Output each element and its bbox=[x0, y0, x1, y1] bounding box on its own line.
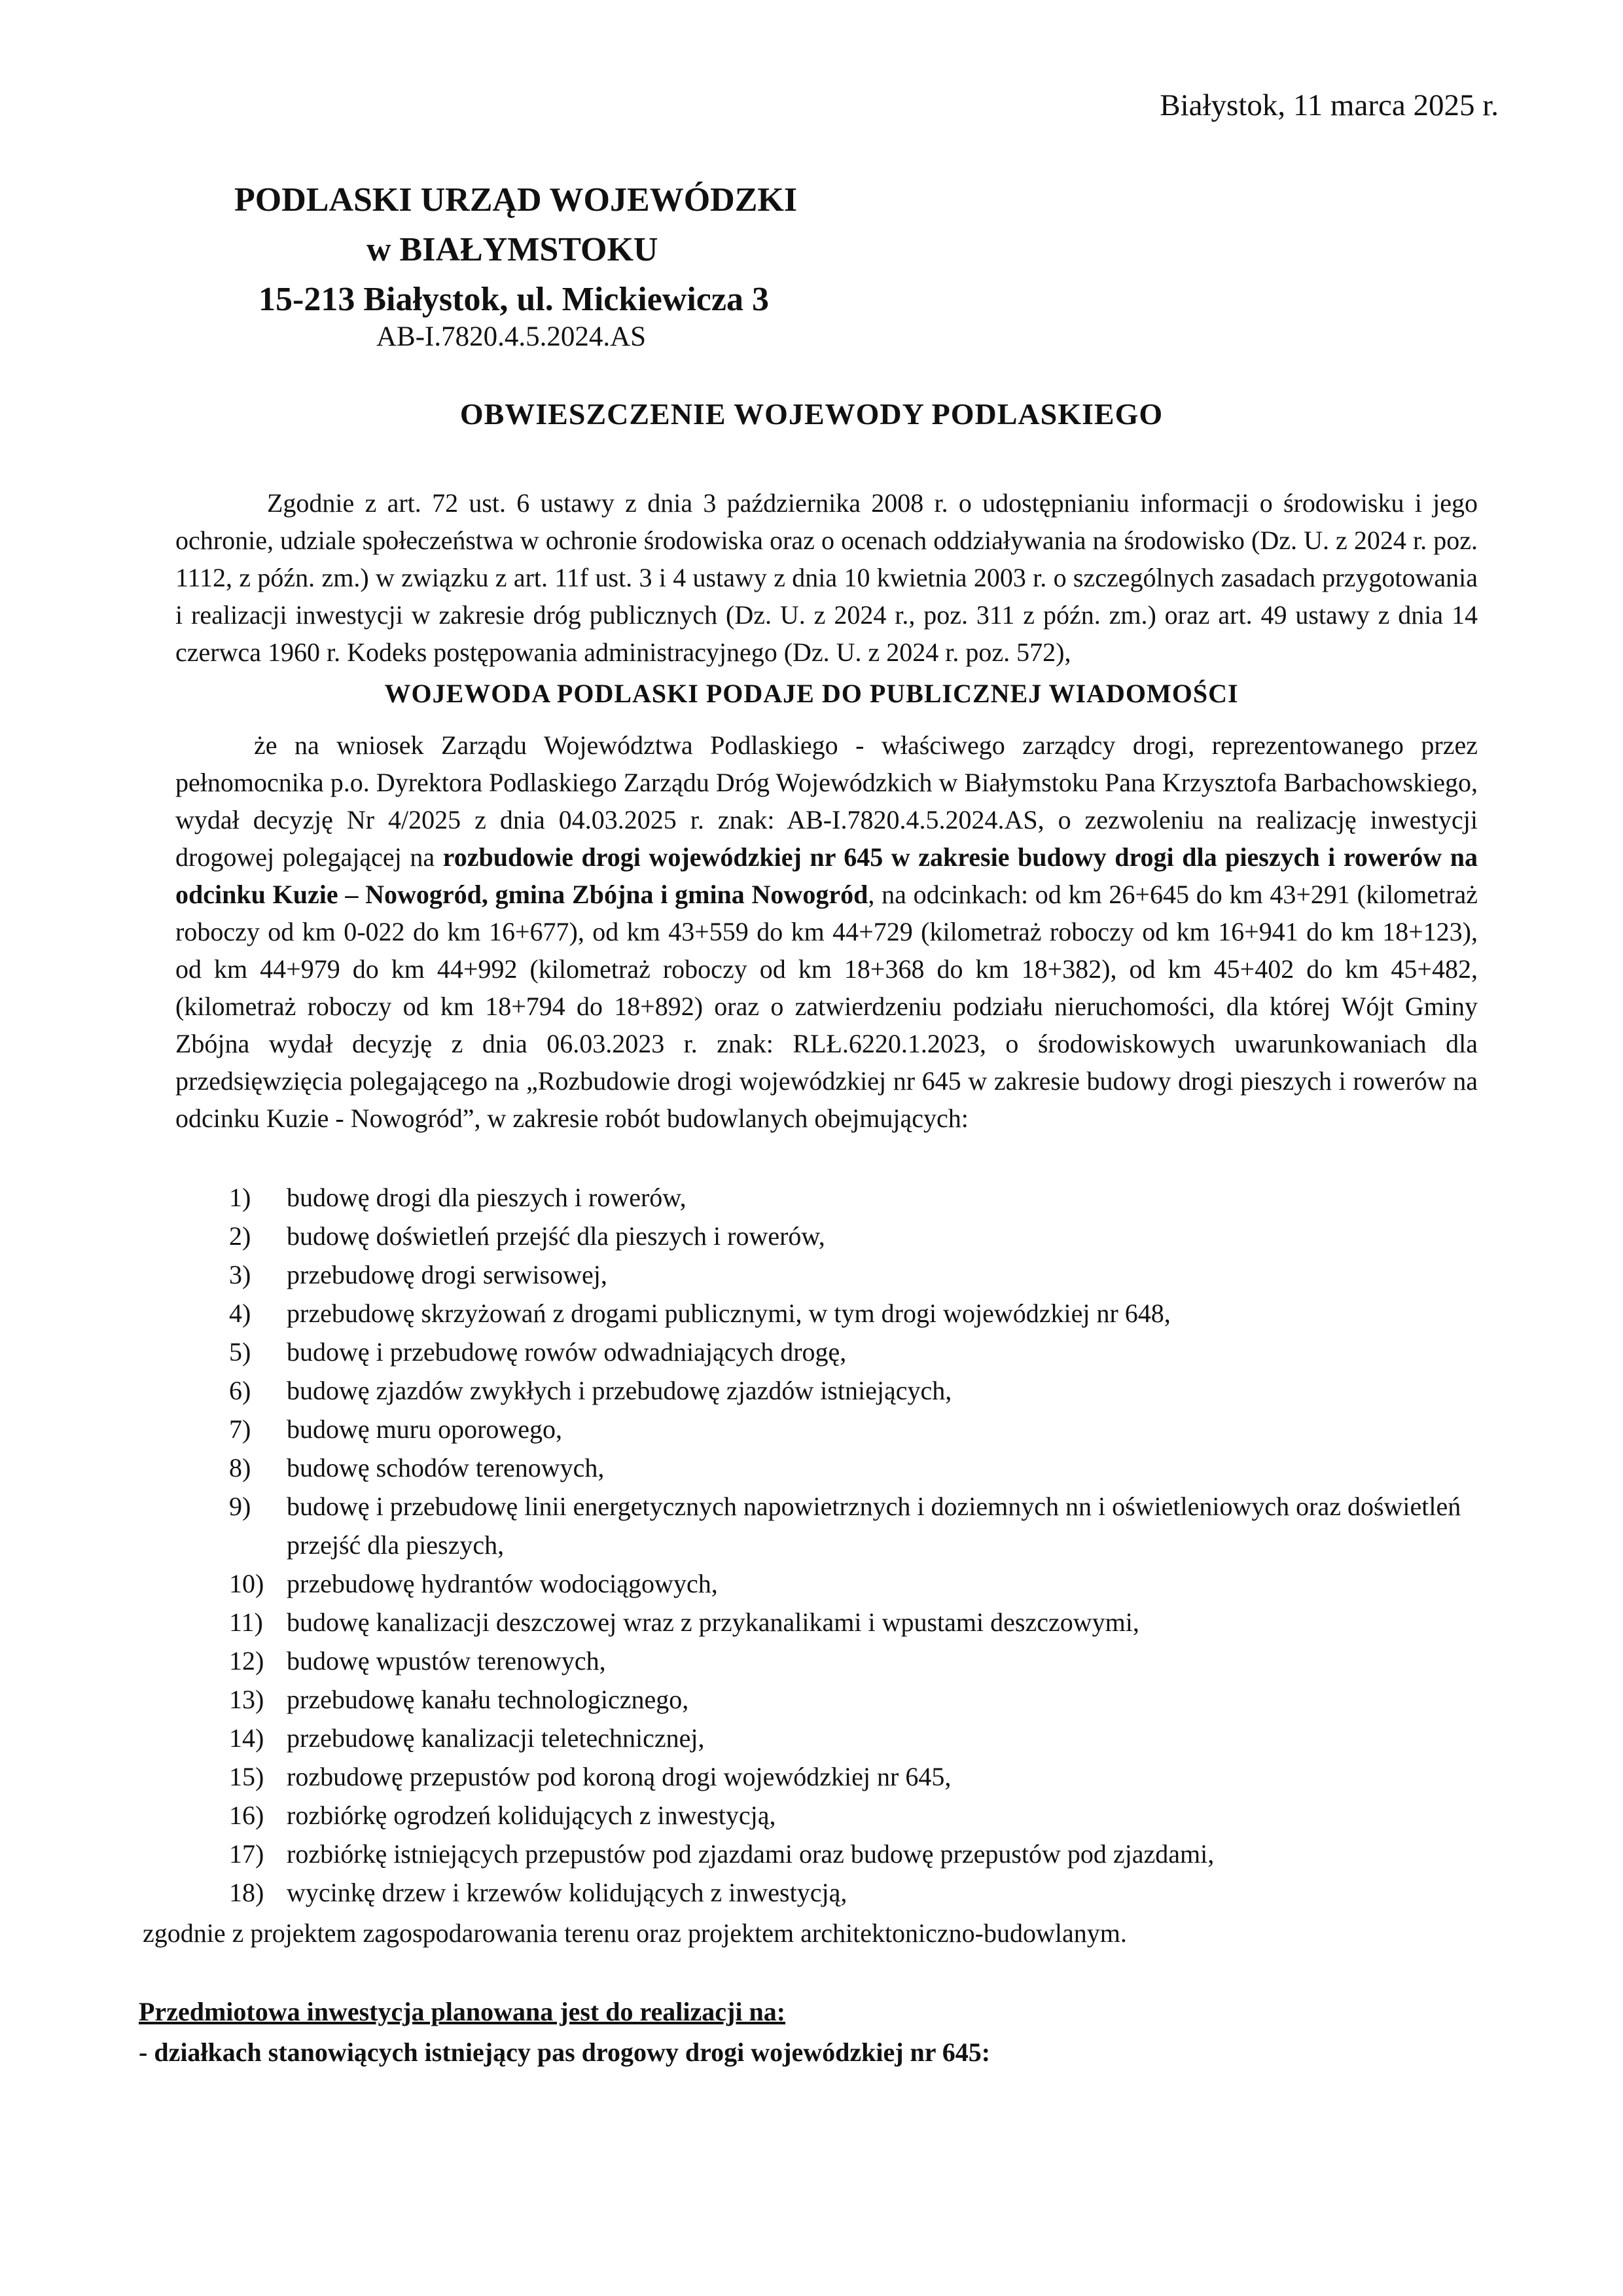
works-item-number: 13) bbox=[229, 1685, 264, 1714]
works-list-item bbox=[229, 1603, 1492, 1641]
works-item-text: rozbudowę przepustów pod koroną drogi wojewódzkiej nr 645, bbox=[287, 1762, 952, 1791]
works-list-item bbox=[229, 1680, 1492, 1719]
works-list-item bbox=[229, 1371, 1492, 1410]
case-reference: AB-I.7820.4.5.2024.AS bbox=[376, 321, 647, 352]
works-item-text: budowę i przebudowę linii energetycznych napowietrznych i doziemnych nn i oświetleniowych oraz doświetleń przejść dla pieszych, bbox=[287, 1492, 1461, 1560]
works-item-text: budowę doświetleń przejść dla pieszych i rowerów, bbox=[287, 1221, 825, 1251]
works-list-item bbox=[229, 1719, 1492, 1757]
investment-location-line: - działkach stanowiących istniejący pas drogowy drogi wojewódzkiej nr 645: bbox=[139, 2037, 991, 2067]
works-item-number: 6) bbox=[229, 1376, 251, 1405]
works-item-text: przebudowę kanalizacji teletechnicznej, bbox=[287, 1723, 705, 1753]
decision-investment-name: rozbudowie drogi wojewódzkiej nr 645 w zakresie budowy drogi dla pieszych i rowerów na odcinku Kuzie – Nowogród, gmina Zbójna i gmina Nowogród bbox=[175, 842, 1478, 909]
works-item-number: 2) bbox=[229, 1221, 251, 1251]
works-item-number: 16) bbox=[229, 1801, 264, 1830]
works-item-number: 18) bbox=[229, 1878, 264, 1907]
works-item-number: 15) bbox=[229, 1762, 264, 1791]
works-list-item bbox=[229, 1333, 1492, 1371]
works-item-number: 11) bbox=[229, 1607, 263, 1637]
works-item-number: 9) bbox=[229, 1492, 251, 1521]
works-item-number: 8) bbox=[229, 1453, 251, 1482]
works-item-number: 7) bbox=[229, 1414, 251, 1444]
works-item-text: budowę schodów terenowych, bbox=[287, 1453, 605, 1482]
works-item-text: przebudowę hydrantów wodociągowych, bbox=[287, 1569, 718, 1598]
works-list-item bbox=[229, 1410, 1492, 1448]
decision-text-part1: że na wniosek Zarządu Województwa Podlaskiego - właściwego zarządcy drogi, reprezentowanego przez pełnomocnika p.o. Dyrektora Podlaskiego Zarządu Dróg Wojewódzkich w Białymstoku Pana Krzysztofa Barbachowskiego, wydał decyzję Nr 4/2025 z dnia 04.03.2025 r. znak: AB-I.7820.4.5.2024.AS, o zezwoleniu na realizację inwestycji drogowej polegającej na bbox=[175, 730, 1478, 872]
works-list-item bbox=[229, 1487, 1492, 1564]
document-date: Białystok, 11 marca 2025 r. bbox=[1160, 88, 1499, 122]
office-name: PODLASKI URZĄD WOJEWÓDZKI bbox=[234, 181, 798, 219]
legal-basis-paragraph: Zgodnie z art. 72 ust. 6 ustawy z dnia 3 października 2008 r. o udostępnianiu informacji o środowisku i jego ochronie, udziale społeczeństwa w ochronie środowiska oraz o ocenach oddziaływania na środowisko (Dz. U. z 2024 r. poz. 1112, z późn. zm.) w związku z art. 11f ust. 3 i 4 ustawy z dnia 10 kwietnia 2003 r. o szczególnych zasadach przygotowania i realizacji inwestycji w zakresie dróg publicznych (Dz. U. z 2024 r., poz. 311 z późn. zm.) oraz art. 49 ustawy z dnia 14 czerwca 1960 r. Kodeks postępowania administracyjnego (Dz. U. z 2024 r. poz. 572), bbox=[175, 488, 1478, 667]
works-item-number: 4) bbox=[229, 1299, 251, 1328]
decision-paragraph bbox=[175, 726, 1478, 1137]
works-item-text: przebudowę skrzyżowań z drogami publicznymi, w tym drogi wojewódzkiej nr 648, bbox=[287, 1299, 1171, 1328]
works-list-item bbox=[229, 1796, 1492, 1835]
works-list-item bbox=[229, 1757, 1492, 1796]
works-list-item bbox=[229, 1641, 1492, 1680]
document-title: OBWIESZCZENIE WOJEWODY PODLASKIEGO bbox=[459, 397, 1164, 431]
works-list-item bbox=[229, 1564, 1492, 1603]
office-city: w BIAŁYMSTOKU bbox=[366, 231, 658, 268]
decision-text-part2: , na odcinkach: od km 26+645 do km 43+291 (kilometraż roboczy od km 0-022 do km 16+677), od km 43+559 do km 44+729 (kilometraż roboczy od km 16+941 do km 18+123), od km 44+979 do km 44+992 (kilometraż roboczy od km 18+368 do km 18+382), od km 45+402 do km 45+482, (kilometraż roboczy od km 18+794 do 18+892) oraz o zatwierdzeniu podziału nieruchomości, dla której Wójt Gminy Zbójna wydał decyzję z dnia 06.03.2023 r. znak: RLŁ.6220.1.2023, o środowiskowych uwarunkowaniach dla przedsięwzięcia polegającego na „Rozbudowie drogi wojewódzkiej nr 645 w zakresie budowy drogi pieszych i rowerów na odcinku Kuzie - Nowogród”, w zakresie robót budowlanych obejmujących: bbox=[175, 880, 1478, 1133]
works-list-item bbox=[229, 1873, 1492, 1912]
works-item-number: 14) bbox=[229, 1723, 264, 1753]
works-list-item bbox=[229, 1178, 1492, 1217]
works-list-item bbox=[229, 1448, 1492, 1487]
works-item-text: budowę i przebudowę rowów odwadniających drogę, bbox=[287, 1337, 847, 1367]
works-item-text: budowę muru oporowego, bbox=[287, 1414, 563, 1444]
project-compliance-note: zgodnie z projektem zagospodarowania terenu oraz projektem architektoniczno-budowlanym. bbox=[143, 1918, 1127, 1948]
announcement-heading: WOJEWODA PODLASKI PODAJE DO PUBLICZNEJ WIADOMOŚCI bbox=[384, 679, 1239, 708]
investment-location-heading: Przedmiotowa inwestycja planowana jest do realizacji na: bbox=[139, 1997, 786, 2026]
works-list-item bbox=[229, 1835, 1492, 1873]
works-item-number: 3) bbox=[229, 1260, 251, 1289]
works-item-number: 1) bbox=[229, 1183, 251, 1212]
works-item-text: rozbiórkę istniejących przepustów pod zjazdami oraz budowę przepustów pod zjazdami, bbox=[287, 1839, 1215, 1869]
works-list-item bbox=[229, 1255, 1492, 1294]
works-item-text: budowę kanalizacji deszczowej wraz z przykanalikami i wpustami deszczowymi, bbox=[287, 1607, 1139, 1637]
works-list bbox=[229, 1178, 1492, 1912]
works-item-text: wycinkę drzew i krzewów kolidujących z inwestycją, bbox=[287, 1878, 847, 1907]
works-item-text: budowę wpustów terenowych, bbox=[287, 1646, 606, 1676]
works-item-number: 12) bbox=[229, 1646, 264, 1676]
works-item-text: przebudowę kanału technologicznego, bbox=[287, 1685, 689, 1714]
works-item-text: przebudowę drogi serwisowej, bbox=[287, 1260, 607, 1289]
office-address: 15-213 Białystok, ul. Mickiewicza 3 bbox=[259, 281, 769, 318]
works-item-text: rozbiórkę ogrodzeń kolidujących z inwestycją, bbox=[287, 1801, 776, 1830]
works-list-item bbox=[229, 1294, 1492, 1333]
works-item-number: 10) bbox=[229, 1569, 264, 1598]
works-item-number: 17) bbox=[229, 1839, 264, 1869]
works-list-item bbox=[229, 1217, 1492, 1255]
works-item-text: budowę drogi dla pieszych i rowerów, bbox=[287, 1183, 687, 1212]
works-item-number: 5) bbox=[229, 1337, 251, 1367]
works-item-text: budowę zjazdów zwykłych i przebudowę zjazdów istniejących, bbox=[287, 1376, 952, 1405]
